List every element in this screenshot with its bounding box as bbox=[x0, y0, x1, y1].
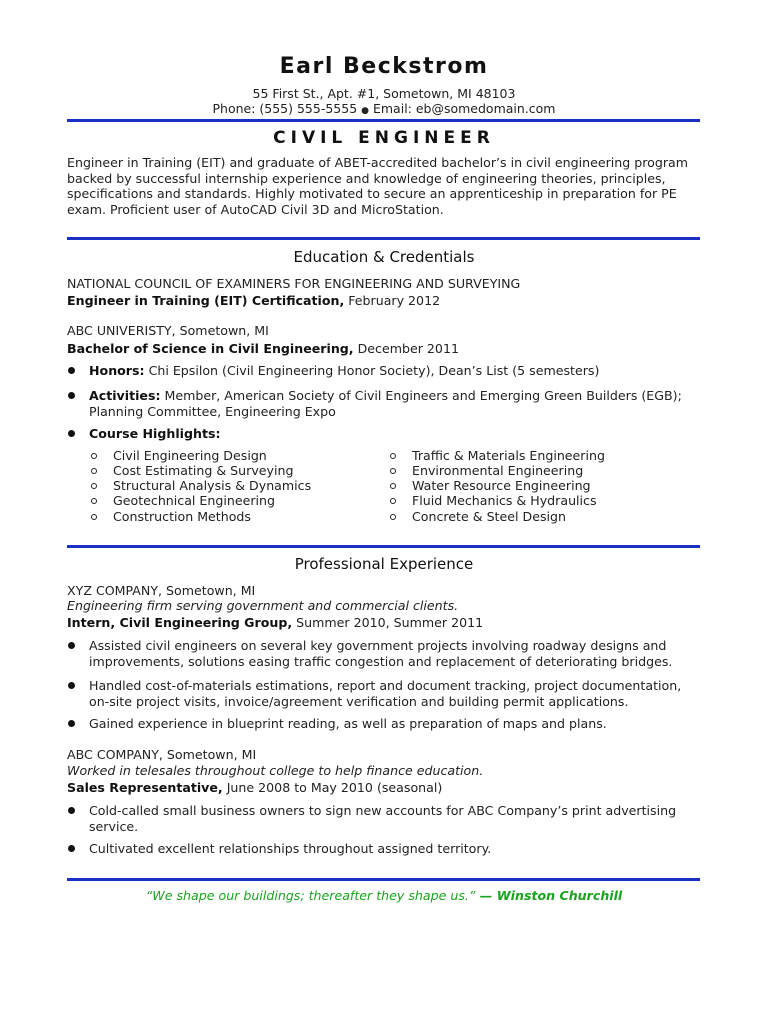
role-line bbox=[67, 615, 483, 630]
role-dates: Summer 2010, Summer 2011 bbox=[292, 615, 484, 630]
course-item: Geotechnical Engineering bbox=[91, 493, 275, 508]
company: XYZ COMPANY, Sometown, MI bbox=[67, 583, 256, 598]
honors-item bbox=[67, 363, 697, 379]
circle-bullet-icon bbox=[91, 514, 97, 520]
cert-date: February 2012 bbox=[344, 293, 441, 308]
separator: ● bbox=[361, 106, 369, 116]
summary: Engineer in Training (EIT) and graduate of ABET-accredited bachelor’s in civil engineering program backed by successful internship experience and knowledge of engineering theories, principles, specifications and standards. Highly motivated to secure an apprenticeship in preparation for PE exam. Proficient user of AutoCAD Civil 3D and MicroStation. bbox=[67, 155, 689, 217]
divider bbox=[67, 878, 700, 881]
bullet-icon bbox=[68, 682, 75, 689]
circle-bullet-icon bbox=[390, 468, 396, 474]
closing-quote bbox=[0, 888, 768, 903]
job-bullet: Cultivated excellent relationships throughout assigned territory. bbox=[67, 841, 697, 857]
quote-text: “We shape our buildings; thereafter they shape us.” bbox=[145, 888, 476, 903]
job-bullet: Assisted civil engineers on several key government projects involving roadway designs and improvements, solutions easing traffic congestion and replacement of deteriorating bridges. bbox=[67, 638, 697, 670]
activities-label: Activities: bbox=[89, 388, 161, 403]
cert-name: Engineer in Training (EIT) Certification, bbox=[67, 293, 345, 308]
divider bbox=[67, 545, 700, 548]
company-description: Engineering firm serving government and commercial clients. bbox=[67, 598, 459, 613]
circle-bullet-icon bbox=[390, 498, 396, 504]
honors-label: Honors: bbox=[89, 363, 145, 378]
degree-date: December 2011 bbox=[353, 341, 459, 356]
role: Intern, Civil Engineering Group, bbox=[67, 615, 293, 630]
cert-line bbox=[67, 293, 440, 308]
course-item: Construction Methods bbox=[91, 509, 251, 524]
activities-item bbox=[67, 388, 697, 420]
divider bbox=[67, 237, 700, 240]
course-item: Cost Estimating & Surveying bbox=[91, 463, 293, 478]
role: Sales Representative, bbox=[67, 780, 223, 795]
bullet-icon bbox=[68, 807, 75, 814]
job-bullet: Handled cost-of-materials estimations, report and document tracking, project documentation, on-site project visits, invoice/agreement verification and building permit applications. bbox=[67, 678, 697, 710]
bullet-icon bbox=[68, 392, 75, 399]
course-item: Fluid Mechanics & Hydraulics bbox=[390, 493, 597, 508]
email: Email: eb@somedomain.com bbox=[372, 101, 556, 116]
degree-name: Bachelor of Science in Civil Engineering, bbox=[67, 341, 354, 356]
course-item: Environmental Engineering bbox=[390, 463, 583, 478]
circle-bullet-icon bbox=[91, 468, 97, 474]
bullet-icon bbox=[68, 642, 75, 649]
contact-line bbox=[0, 101, 768, 116]
circle-bullet-icon bbox=[390, 453, 396, 459]
courses-item bbox=[67, 426, 697, 442]
company: ABC COMPANY, Sometown, MI bbox=[67, 747, 257, 762]
divider bbox=[67, 119, 700, 122]
school: ABC UNIVERISTY, Sometown, MI bbox=[67, 323, 269, 338]
circle-bullet-icon bbox=[91, 453, 97, 459]
circle-bullet-icon bbox=[91, 498, 97, 504]
course-item: Concrete & Steel Design bbox=[390, 509, 566, 524]
circle-bullet-icon bbox=[390, 483, 396, 489]
activities-text: Member, American Society of Civil Engineers and Emerging Green Builders (EGB); Planning Committee, Engineering Expo bbox=[89, 388, 682, 419]
bullet-icon bbox=[68, 430, 75, 437]
bullet-icon bbox=[68, 720, 75, 727]
experience-heading: Professional Experience bbox=[294, 555, 474, 573]
course-item: Traffic & Materials Engineering bbox=[390, 448, 605, 463]
company-description: Worked in telesales throughout college to help finance education. bbox=[67, 763, 484, 778]
cert-org: NATIONAL COUNCIL OF EXAMINERS FOR ENGINEERING AND SURVEYING bbox=[67, 276, 521, 291]
degree-line bbox=[67, 341, 459, 356]
job-bullet: Gained experience in blueprint reading, as well as preparation of maps and plans. bbox=[67, 716, 697, 732]
course-item: Structural Analysis & Dynamics bbox=[91, 478, 311, 493]
phone: Phone: (555) 555-5555 bbox=[212, 101, 358, 116]
job-bullet: Cold-called small business owners to sign new accounts for ABC Company’s print advertising service. bbox=[67, 803, 697, 835]
honors-text: Chi Epsilon (Civil Engineering Honor Society), Dean’s List (5 semesters) bbox=[144, 363, 600, 378]
courses-label: Course Highlights: bbox=[89, 426, 221, 441]
candidate-name: Earl Beckstrom bbox=[279, 54, 489, 79]
course-item: Civil Engineering Design bbox=[91, 448, 267, 463]
address: 55 First St., Apt. #1, Sometown, MI 48103 bbox=[252, 86, 516, 101]
role-dates: June 2008 to May 2010 (seasonal) bbox=[222, 780, 443, 795]
bullet-icon bbox=[68, 367, 75, 374]
circle-bullet-icon bbox=[390, 514, 396, 520]
role-line bbox=[67, 780, 442, 795]
education-heading: Education & Credentials bbox=[293, 248, 475, 266]
course-item: Water Resource Engineering bbox=[390, 478, 591, 493]
quote-author: — Winston Churchill bbox=[475, 888, 623, 903]
bullet-icon bbox=[68, 845, 75, 852]
circle-bullet-icon bbox=[91, 483, 97, 489]
job-title: CIVIL ENGINEER bbox=[273, 128, 495, 148]
